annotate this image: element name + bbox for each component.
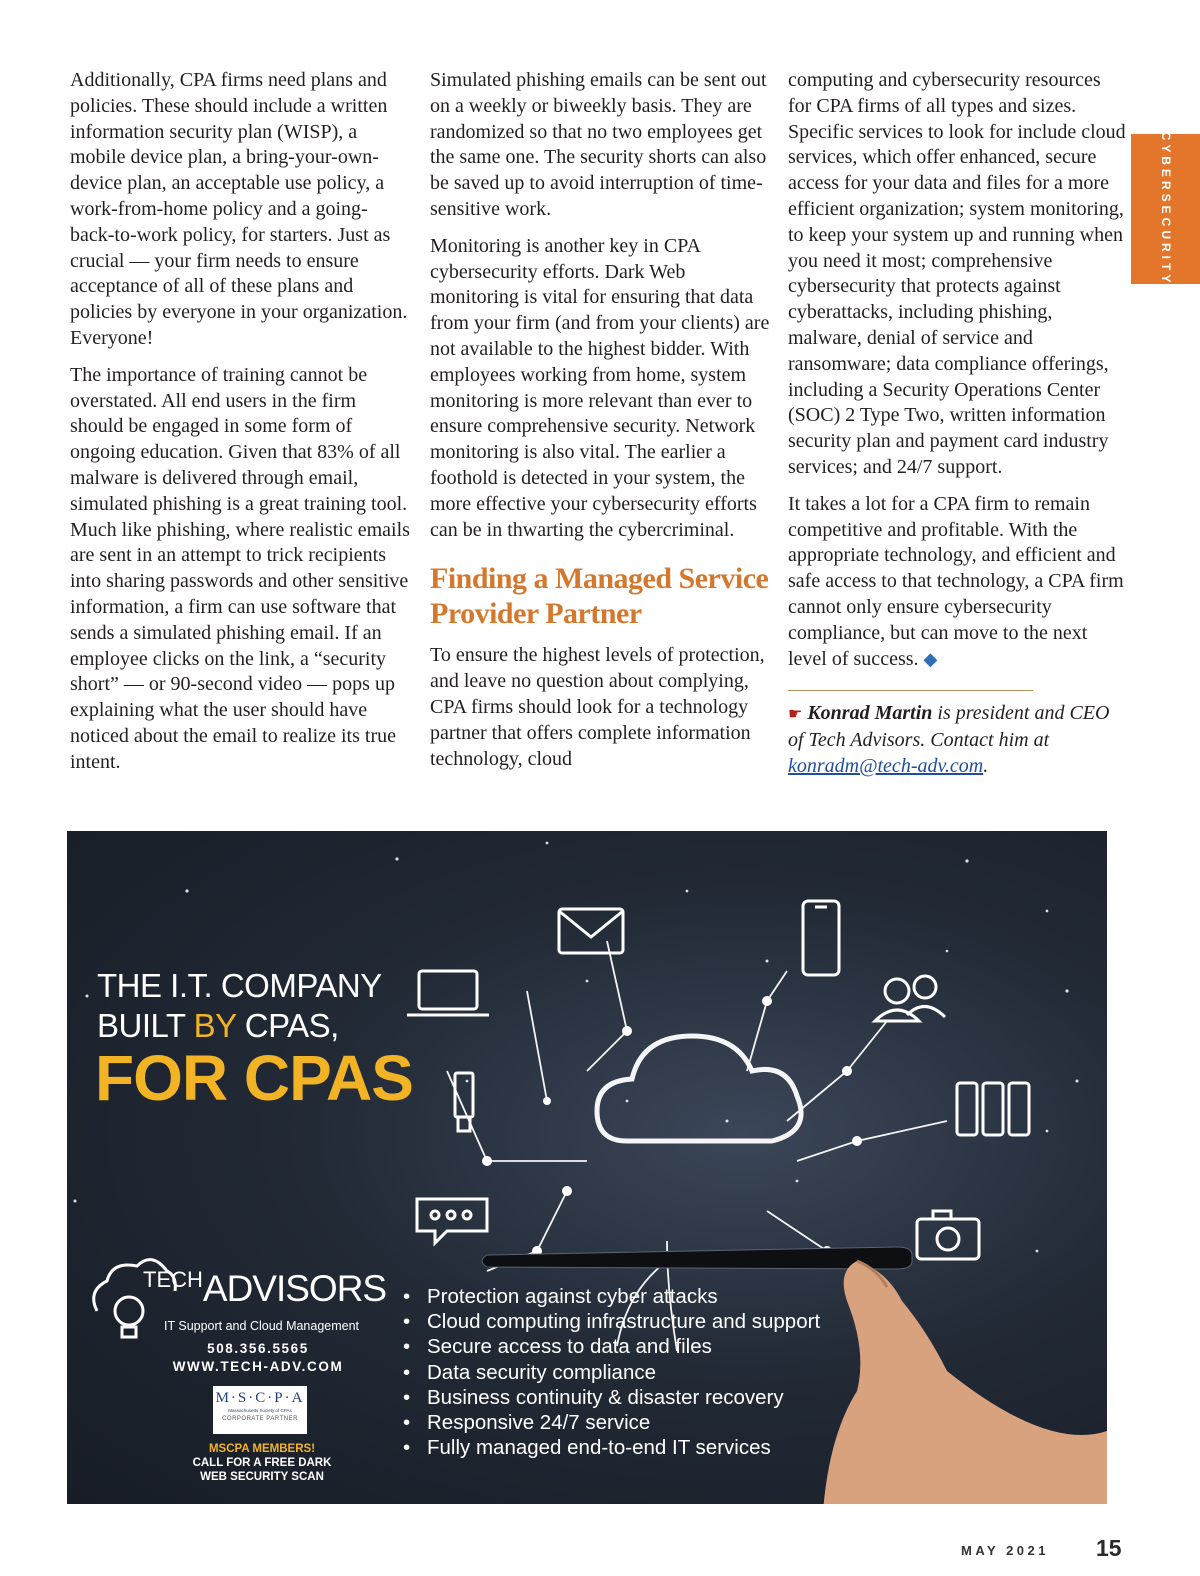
tech-advisors-ad[interactable] — [67, 831, 1107, 1504]
ad-headline-line-1: THE I.T. COMPANY — [97, 967, 382, 1004]
list-item: • Responsive 24/7 service — [403, 1410, 820, 1435]
list-item: • Fully managed end-to-end IT services — [403, 1435, 820, 1460]
ad-cta-line-1: MSCPA MEMBERS! — [208, 1443, 316, 1455]
logo-advisors-text: ADVISORS — [202, 1268, 387, 1309]
page-number: 15 — [1096, 1535, 1122, 1561]
ad-headline-text: CPAS, — [236, 1007, 339, 1044]
ad-services-list — [403, 1284, 820, 1460]
mscpa-badge — [213, 1386, 307, 1434]
author-name: Konrad Martin — [807, 702, 933, 725]
ad-cta-line-2: CALL FOR A FREE DARK — [192, 1457, 332, 1469]
smartphone-icon — [803, 901, 839, 975]
paragraph: To ensure the highest levels of protection, and leave no question about complying, CPA firms should look for a technology partner that offers complete information technology, cloud — [430, 644, 765, 770]
list-item: • Protection against cyber attacks — [403, 1284, 820, 1309]
paragraph: Monitoring is another key in CPA cybersecurity efforts. Dark Web monitoring is vital for ensuring that data from your firm (and from your clients) are not available to the highest bidder. With employees working from home, system monitoring is more relevant than ever to ensure comprehensive security. Network monitoring is also vital. The earlier a foothold is detected in your system, the more effective your cybersecurity efforts can be in thwarting the cybercriminal. — [430, 234, 770, 541]
ad-website-link[interactable]: WWW.TECH-ADV.COM — [172, 1359, 344, 1374]
logo-tagline: IT Support and Cloud Management — [164, 1319, 360, 1333]
ad-headline-line-2 — [97, 1007, 339, 1045]
section-tab — [1131, 131, 1200, 287]
article-column-2 — [430, 68, 770, 783]
mscpa-letters: M·S·C·P·A — [215, 1390, 305, 1406]
author-byline — [788, 701, 1128, 779]
logo-tech-text: TECH — [143, 1267, 203, 1292]
paragraph-text: It takes a lot for a CPA firm to remain competitive and profitable. With the appropriate technology, and efficient and safe access to that technology, a CPA firm cannot only ensure cybersecurity compliance, but can move to the next level of success. — [788, 492, 1124, 670]
paragraph: The importance of training cannot be overstated. All end users in the firm should be engaged in some form of ongoing education. Given that 83% of all malware is delivered through email, simulated phishing is a great training tool. Much like phishing, where realistic emails are sent in an attempt to trick recipients into sharing passwords and other sensitive information, a firm can use software that sends a simulated phishing email. If an employee clicks on the link, a “security short” — or 90-second video — pops up explaining what the user should have noticed about the email to realize its true intent. — [70, 363, 410, 773]
author-email-link[interactable]: konradm@tech-adv.com — [788, 754, 984, 777]
ad-headline-text: BUILT — [97, 1007, 194, 1044]
laptop-icon — [407, 971, 489, 1015]
list-item: • Business continuity & disaster recovery — [403, 1385, 820, 1410]
ad-headline-line-3: FOR CPAS — [95, 1042, 413, 1114]
list-item: • Cloud computing infrastructure and support — [403, 1309, 820, 1334]
paragraph: computing and cybersecurity resources for CPA firms of all types and sizes. Specific services to look for include cloud services, which offer enhanced, secure access for your data and files for a more efficient organization; system monitoring, to keep your system up and running when you need it most; comprehensive cybersecurity that protects against cyberattacks, including phishing, malware, denial of service and ransomware; data compliance offerings, including a Security Operations Center (SOC) 2 Type Two, written information security plan and payment card industry services; and 24/7 support. — [788, 69, 1126, 478]
ad-phone-number[interactable]: 508.356.5565 — [207, 1341, 309, 1356]
pointing-hand-icon: ☛ — [788, 706, 803, 724]
chat-bubble-icon — [417, 1199, 487, 1243]
byline-divider — [788, 690, 1033, 691]
paragraph: Simulated phishing emails can be sent out on a weekly or biweekly basis. They are randomized so that no two employees get the same one. The security shorts can also be saved up to avoid interruption of time-sensitive work. — [430, 69, 767, 220]
server-rack-icon — [957, 1083, 1029, 1135]
section-subhead: Finding a Managed Service Provider Partner — [430, 562, 769, 631]
paragraph-final — [788, 492, 1128, 673]
ad-cta-line-3: WEB SECURITY SCAN — [200, 1471, 324, 1483]
list-item: • Data security compliance — [403, 1360, 820, 1385]
envelope-icon — [559, 909, 623, 953]
byline-text: is president and CEO of Tech Advisors. Contact him at — [788, 702, 1110, 752]
article-column-1 — [70, 68, 412, 787]
usb-drive-icon — [455, 1073, 473, 1131]
cloud-icon — [597, 1036, 801, 1141]
mscpa-subtitle: Massachusetts Society of CPAs — [228, 1408, 292, 1413]
section-tab-label: CYBERSECURITY — [1158, 131, 1173, 287]
tech-advisors-logo — [143, 1267, 386, 1310]
list-item: • Secure access to data and files — [403, 1334, 820, 1359]
paragraph: Additionally, CPA firms need plans and policies. These should include a written information security plan (WISP), a mobile device plan, a bring-your-own-device plan, an acceptable use policy, a work-from-home policy and a going-back-to-work policy, for starters. Just as crucial — your firm needs to ensure acceptance of all of these plans and policies by everyone in your organization. Everyone! — [70, 69, 408, 349]
byline-end: . — [983, 754, 989, 777]
ad-headline-accent: BY — [193, 1007, 237, 1044]
article-column-3 — [788, 68, 1128, 791]
camera-icon — [917, 1211, 979, 1259]
end-mark-icon: ◆ — [923, 648, 938, 669]
mscpa-corporate-partner: CORPORATE PARTNER — [222, 1416, 298, 1422]
issue-date: MAY 2021 — [961, 1543, 1049, 1558]
users-icon — [875, 976, 945, 1021]
